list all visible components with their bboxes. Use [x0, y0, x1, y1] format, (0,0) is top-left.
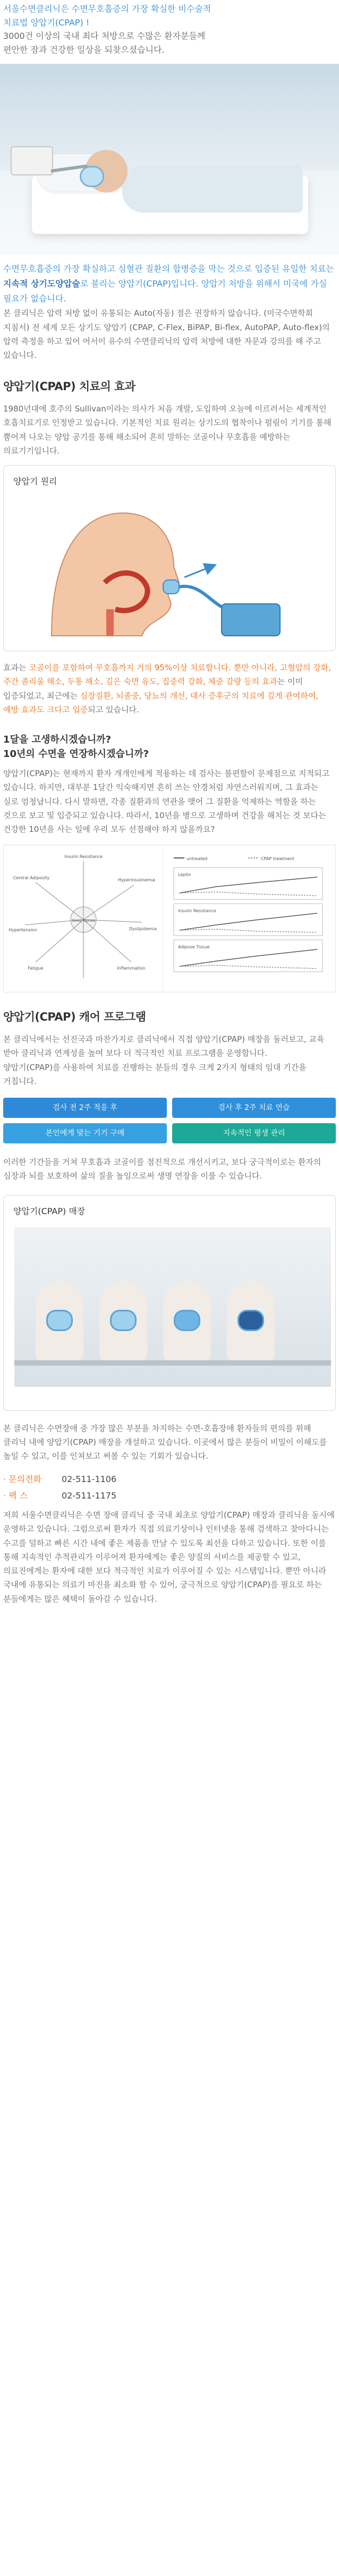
phone-value[interactable]: 02-511-1106 — [62, 1474, 117, 1485]
program-step-1[interactable]: 검사 전 2주 적응 후 — [3, 1098, 167, 1118]
contact-phone — [3, 1471, 336, 1487]
graph-row-2: Insulin Resistance — [178, 908, 216, 914]
effect-para-1: 1980년대에 호주의 Sullivan이라는 의사가 처음 개발, 도입하여 오늘에 이르러서는 세계적인 호흡치료기로 인정받고 있습니다. 기본적인 치료 원리는 상기도의 협착이나 펄림이 기기를 통해 뿜어져 나오는 양압 공기를 통해 해소되어 흔히 말하는 코골이나 무호흡을 예방하는 의료기기입니다. — [3, 404, 332, 456]
program-step-3[interactable]: 본인에게 맞는 기기 구매 — [3, 1123, 167, 1143]
store-photo — [14, 1227, 331, 1387]
web-label-3: Hypertension — [9, 928, 37, 933]
fax-value: 02-511-1175 — [62, 1490, 117, 1501]
phone-label: · 문의전화 — [3, 1474, 41, 1485]
hero-image — [0, 64, 339, 255]
program-steps — [3, 1098, 336, 1143]
contact-fax — [3, 1488, 336, 1504]
question-title: 1달을 고생하시겠습니까? 10년의 수면을 연장하시겠습니까? — [3, 734, 149, 760]
graph-row-1: Leptin — [178, 872, 191, 878]
program-step-2[interactable]: 검사 후 2주 치료 연습 — [172, 1098, 336, 1118]
cpap-mask-icon — [80, 166, 104, 187]
fax-label: · 팩 스 — [3, 1490, 28, 1501]
program-para-2: 양압기(CPAP)를 사용하여 치료를 진행하는 분들의 경우 크게 2가지 형태의 임대 기간을 거칩니다. — [3, 1062, 307, 1086]
main-description — [0, 262, 339, 1627]
principle-figure — [3, 465, 336, 651]
intro-line-1: 서울수면클리닉은 수면무호흡증의 가장 확실한 비수술적 — [3, 4, 211, 14]
treatment-bar-graph — [163, 845, 335, 992]
intro-line-3: 3000건 이상의 국내 최다 처방으로 수많은 환자분들께 — [3, 31, 206, 41]
web-label-1: Central Adiposity — [13, 875, 50, 881]
intro-block — [0, 0, 339, 56]
web-label-4: Dyslipidemia — [129, 927, 157, 932]
store-label: 양압기(CPAP) 매장 — [13, 1206, 86, 1216]
store-para-2: 저희 서울수면클리닉은 수면 장애 클리닉 중 국내 최초로 양압기(CPAP) 매장과 클리닉을 동시에 운영하고 있습니다. 그럼으로써 환자가 직접 의료기상이나 인터넷을 통해 검색하고 찾아다니는 수고를 덜하고 빠른 시간 내에 좋은 제품을 만날 수 있도록 최선을 다하고 있습니다. 또한 이를 통해 지속적인 추적관리가 이루어져 환자에게는 좋은 양질의 서비스를 제공할 수 있고, 의료진에게는 환자에 대한 보다 적극적인 치료가 이루어질 수 있는 시스템입니다. 뿐만 아니라 국내에 유통되는 의료기 마진을 최소화 할 수 있어, 궁극적으로 양압기(CPAP)를 필요로 하는 분들에게는 많은 혜택이 돌아갈 수 있습니다. — [3, 1510, 335, 1604]
legend-untreated: untreated — [187, 856, 208, 862]
main-para-2: 본 클리닉은 압력 처방 없이 유통되는 Auto(자동) 점은 권장하지 않습니다. (미국수면학회 지침서) 전 세계 모든 상기도 양압기 (CPAP, C-Flex, BiPAP, Bi-flex, AutoPAP, Auto-flex)의 압력 측정을 하고 있어 어서이 유수의 수면클리닉의 압력 처방에 대한 자문과 강의를 해 주고 있습니다. — [3, 308, 330, 360]
store-para-1: 본 클리닉은 수면장애 중 가장 많은 부분을 차지하는 수면-호흡장애 환자들의 편의를 위해 클리닉 내에 양압기(CPAP) 매장을 개설하고 있습니다. 이곳에서 많은 분들이 비밀이 이해도를 높일 수 있고, 이를 인쳐보고 써볼 수 있는 기회가 있습니다. — [3, 1423, 327, 1461]
effect-title: 양압기(CPAP) 치료의 효과 — [3, 380, 135, 393]
question-para: 양압기(CPAP)는 현재까지 환자 개개인에게 적용하는 데 검사는 불편할이 문제점으로 지적되고 있습니다. 하지만, 대부분 1달간 익숙해지면 흔히 쓰는 안경처럼 자연스러워지며, 그 효과는 실로 엄청납니다. 다시 말하면, 각종 질환과의 연관을 맺어 그 질환을 억제하는 역할을 하는 것으로 보고 및 입증되고 있습니다. 따라서, 10년을 병으로 고생하며 건강을 해치는 것 보다는 건강한 10년을 사는 일에 우리 모두 선점해야 하지 않을까요? — [3, 769, 330, 835]
intro-line-2: 치료법 양압기(CPAP) ! — [3, 17, 90, 28]
web-label-6: Fatigue — [28, 966, 44, 971]
web-label-2: Hyperinsulinemia — [118, 878, 155, 883]
web-label-5: Sleep Apnea — [72, 919, 95, 923]
program-step-4[interactable]: 지속적인 평생 관리 — [172, 1123, 336, 1143]
store-figure — [3, 1195, 336, 1411]
graph-row-3: Adipose Tissue — [178, 945, 210, 950]
web-label-0: Insulin Resistance — [64, 854, 103, 860]
cpap-machine-icon — [11, 146, 53, 175]
contact-info — [3, 1471, 336, 1504]
airway-diagram — [41, 503, 301, 641]
principle-label: 양압기 원리 — [13, 476, 57, 487]
intro-line-4: 편안한 잠과 건강한 일상을 되찾으셨습니다. — [3, 44, 165, 55]
effect-para-2: 효과는 코골이를 포함하여 무호흡까지 거의 95%이상 치료합니다. 뿐만 아니라, 고혈압의 강화, 주간 졸리움 해소, 두통 해소, 깊은 숙면 유도, 집중력 강화, 체중 감량 등의 효과는 이미 입증되었고, 최근에는 심장질환, 뇌졸중, 당뇨의 개선, 대사 증후군의 치료에 깊게 관여하여, 예방 효과도 크다고 입증되고 있습니다. — [3, 663, 331, 714]
program-para-1: 본 클리닉에서는 선진국과 마찬가지로 클리닉에서 직접 양압기(CPAP) 매장을 둘러보고, 교육 받아 클리닉과 연계성을 높여 보다 더 적극적인 치료 프로그램을 운영합니다. — [3, 1034, 325, 1058]
main-para-1: 수면무호흡증의 가장 확실하고 심혈관 질환의 합병증을 막는 것으로 입증된 유일한 치료는 지속적 상기도양압술로 불리는 양압기(CPAP)입니다. 양압기 처방을 위해서 미국에 가실 필요가 없습니다. — [3, 264, 334, 304]
metabolic-graph — [3, 845, 336, 992]
legend-cpap: CPAP treatment — [261, 856, 294, 862]
program-title: 양압기(CPAP) 캐어 프로그램 — [3, 1011, 146, 1024]
web-label-7: Inflammation — [117, 966, 146, 971]
program-para-3: 이러한 기간들을 거쳐 무호흡과 코골이를 점진적으로 개선시키고, 보다 궁극적이로는 환자의 심장과 뇌를 보호하여 삶의 질을 높임으로써 생명 연장을 이룰 수 있습니다. — [3, 1157, 321, 1181]
metabolic-web-diagram — [4, 845, 163, 992]
